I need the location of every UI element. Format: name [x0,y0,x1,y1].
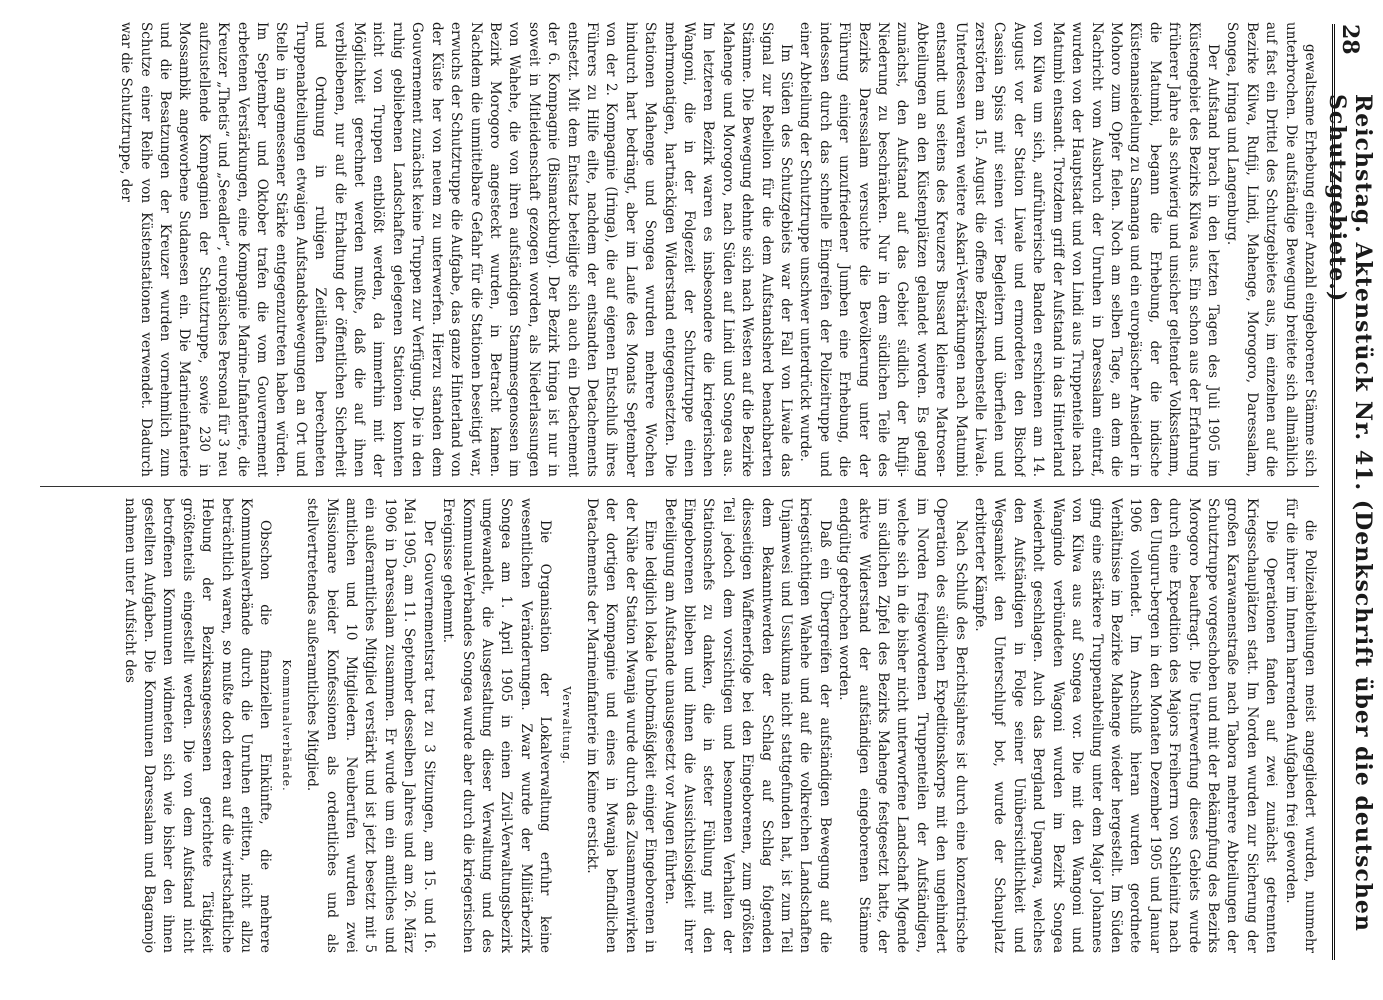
right-column [40,498,1319,953]
page-number: 28 [1337,24,1363,55]
page-header [1324,24,1376,960]
paragraph: Obschon die finanziellen Einkünfte, die mehrere Kommunalverbände durch die Unruhen erlitten, nicht allzu beträchtlich waren, so mußte doch deren auf die wirtschaftliche Hebung der Bezirksangesessenen gerichtete Tätigkeit größtenteils eingestellt werden. Die von dem Aufstand nicht betroffenen Kommunen widmeten sich wie bisher den ihnen gestellten Aufgaben. Die Kommunen Daressalam und Bagamojo nahmen unter Aufsicht des [121,498,274,953]
paragraph: Die Operationen fanden auf zwei zunächst getrennten Kriegsschauplätzen statt. Im Norden wurden zur Sicherung der großen Karawanenstraße nach Tabora mehrere Abteilungen der Schutztruppe vorgeschoben und mit der Bekämpfung des Bezirks Morogoro beauftragt. Die Unterwerfung dieses Gebiets wurde durch eine Expedition des Majors Freiherrn von Schleinitz nach den Uluguru-bergen in den Monaten Dezember 1905 und Januar 1906 vollendet. Im Anschluß hieran wurden geordnete Verhältnisse im Bezirke Mahenge wieder hergestellt. Im Süden ging eine stärkere Truppenabteilung unter dem Major Johannes von Kilwa aus auf Songea vor. Die mit den Wangoni und Wangindo verbündeten Wagoni wurden im Bezirk Songea wiederholt geschlagen. Auch das Bergland Upangwa, welches den Aufständigen in Folge seiner Unübersichtlichkeit und Wegsamkeit den Unterschlupf bot, wurde der Schauplatz erbitterter Kämpfe. [972,498,1280,953]
section-heading-kommunalverbaende: Kommunalverbände. [279,659,293,792]
paragraph: Der Gouvernementsrat trat zu 3 Sitzungen, am 15. und 16. Mai 1905, am 11. September desselben Jahres und am 26. März 1906 in Daressalam zusammen. Er wurde um ein amtliches und ein außeramtliches Mitglied verstärkt und ist jetzt besetzt mit 5 amtlichen und 10 Mitgliedern. Neuberufen wurden zwei Missionare beider Konfessionen als ordentliches und als stellvertretendes außeramtliches Mitglied. [304,498,437,953]
paragraph: Im Süden des Schutzgebiets war der Fall von Liwale das Signal zur Rebellion für die dem Aufstandsherd benachbarten Stämme. Die Bewegung dehnte sich nach Westen auf die Bezirke Mahenge und Morogoro, nach Süden auf Lindi und Songea aus. Im letzteren Bezirk waren es insbesondere die kriegerischen Wangoni, die in der Folgezeit der Schutztruppe einen mehrmonatigen, hartnäckigen Widerstand entgegensetzten. Die Stationen Mahenge und Songea wurden mehrere Wochen hindurch hart bedrängt, aber im Laufe des Monats September von der 2. Kompagnie (Iringa), die auf eigenen Entschluß ihres Führers zu Hilfe eilte, nachdem der entsandten Detachements entsetzt. Mit dem Entsatz beteiligte sich auch ein Detachement der 6. Kompagnie (Bismarckburg). Der Bezirk Iringa ist nur in soweit in Mitleidenschaft gezogen worden, als Niederlassungen von Wahehe, die von ihren aufständigen Stammesgenossen im Bezirk Morogoro angesteckt wurden, in Betracht kamen. Nachdem die unmittelbare Gefahr für die Stationen beseitigt war, erwuchs der Schutztruppe die Aufgabe, das ganze Hinterland von der Küste her von neuem zu unterwerfen. Hierzu standen dem Gouvernement zunächst keine Truppen zur Verfügung. Die in den ruhig gebliebenen Landschaften gelegenen Stationen konnten nicht von Truppen entblößt werden, da immerhin mit der Möglichkeit gerechnet werden mußte, daß die auf ihnen verbliebenen, nur auf die Erhaltung der öffentlichen Sicherheit und Ordnung in ruhigen Zeitläuften berechneten Truppenabteilungen etwaigen Aufstandsbewegungen an Ort und Stelle in angemessener Stärke entgegenzutreten haben würden. Im September und Oktober trafen die vom Gouvernement erbetenen Verstärkungen, eine Kompagnie Marine-Infanterie, die Kreuzer „Thetis“ und „Seeadler“, europäisches Personal für 3 neu aufzustellende Kompagnien der Schutztruppe, sowie 230 in Mossambik angeworbene Sudanesen ein. Die Marineinfanterie und die Besatzungen der Kreuzer wurden vornehmlich zum Schutze einer Reihe von Küstenstationen verwendet. Dadurch war die Schutztruppe, der [118,22,795,477]
section-heading-verwaltung: Verwaltung. [559,686,573,765]
paragraph: Der Aufstand brach in den letzten Tagen des Juli 1905 im Küstengebiet des Bezirks Kilwa aus. Ein schon aus der Erfahrung früherer Jahre als schwierig und unsicher geltender Volksstamm, die Matumbi, begann die Erhebung, der die indische Küstenansiedelung zu Samanga und ein europäischer Ansiedler in Mohoro zum Opfer fielen. Noch am selben Tage, an dem die Nachricht vom Ausbruch der Unruhen in Daressalam eintraf, wurden von der Hauptstadt und von Lindi aus Truppenteile nach Matumbi entsandt. Trotzdem griff der Aufstand in das Hinterland von Kilwa um sich, aufrührerische Banden erschienen am 14. August vor der Station Liwale und ermordeten den Bischof Cassian Spiss mit seinen vier Begleitern und überfielen und zerstörten am 15. August die offene Bezirksnebenstelle Liwale. Unterdessen waren weitere Askari-Verstärkungen nach Matumbi entsandt und seitens des Kreuzers Bussard kleinere Matrosen-Abteilungen an den Küstenplätzen gelandet worden. Es gelang zunächst, den Aufstand auf das Gebiet südlich der Rufiji-Niederung zu beschränken. Nur in dem südlichen Teile des Bezirks Daressalam versuchte die Bevölkerung unter der Führung einiger unzufriedener Jumben eine Erhebung, die indessen durch das schnelle Eingreifen der Polizeitruppe und einer Abteilung der Schutztruppe unschwer unterdrückt wurde. [797,22,1221,477]
paragraph: Die Organisation der Lokalverwaltung erfuhr keine wesentlichen Veränderungen. Zwar wurde der Militärbezirk Songea am 1. April 1905 in einen Zivil-Verwaltungsbezirk umgewandelt, die Ausgestaltung dieser Verwaltung und des Kommunal-Verbandes Songea wurde aber durch die kriegerischen Ereignisse gehemmt. [440,498,554,953]
paragraph: gewaltsame Erhebung einer Anzahl eingeborener Stämme sich unterbrochen. Die aufständige Bewegung breitete sich allmählich auf fast ein Drittel des Schutzgebietes aus, im einzelnen auf die Bezirke Kilwa, Rufiji, Lindi, Mahenge, Morogoro, Daressalam, Songea, Iringa und Langenburg. [1224,22,1318,477]
paragraph: die Polizeiabteilungen meist angegliedert wurden, nunmehr für die ihrer im Innern harrenden Aufgaben frei geworden. [1282,498,1318,953]
left-column [40,22,1319,477]
paragraph: Nach Schluß des Berichtsjahres ist durch eine konzentrische Operation des südlichen Expeditionskorps mit den ungehindert im Norden freigewordenen Truppenteilen der Aufständigen, welche sich in die bisher nicht unterworfene Landschaft Mgende im südlichen Zipfel des Bezirks Mahenge festgesetzt hatte, der aktive Widerstand der aufständigen eingeborenen Stämme endgültig gebrochen worden. [836,498,969,953]
paragraph: Daß ein Übergreifen der aufständigen Bewegung auf die kriegstüchtigen Wahehe und auf die volkreichen Landschaften Unjamwesi und Ussukuma nicht stattgefunden hat, ist zum Teil dem Bekanntwerden der Schlag auf Schlag folgenden diesseitigen Waffenerfolge bei den Eingeborenen, zum größten Teil jedoch dem vorsichtigen und besonnenen Verhalten der Stationschefs zu danken, die in steter Fühlung mit den Eingeborenen blieben und ihnen die Aussichtslosigkeit ihrer Beteiligung am Aufstande unausgesetzt vor Augen führten. [661,498,833,953]
page-title: Reichstag. Aktenstück Nr. 41. (Denkschrift über die deutschen Schutzgebiete.) [1324,94,1376,932]
paragraph: Eine lediglich lokale Unbotmäßigkeit einiger Eingeborenen in der Nähe der Station Mwanja wurde durch das Zusammenwirken der dortigen Kompagnie und eines in Mwanja befindlichen Detachements der Marineinfanterie im Keime erstickt. [583,498,659,953]
column-divider [40,486,1319,487]
